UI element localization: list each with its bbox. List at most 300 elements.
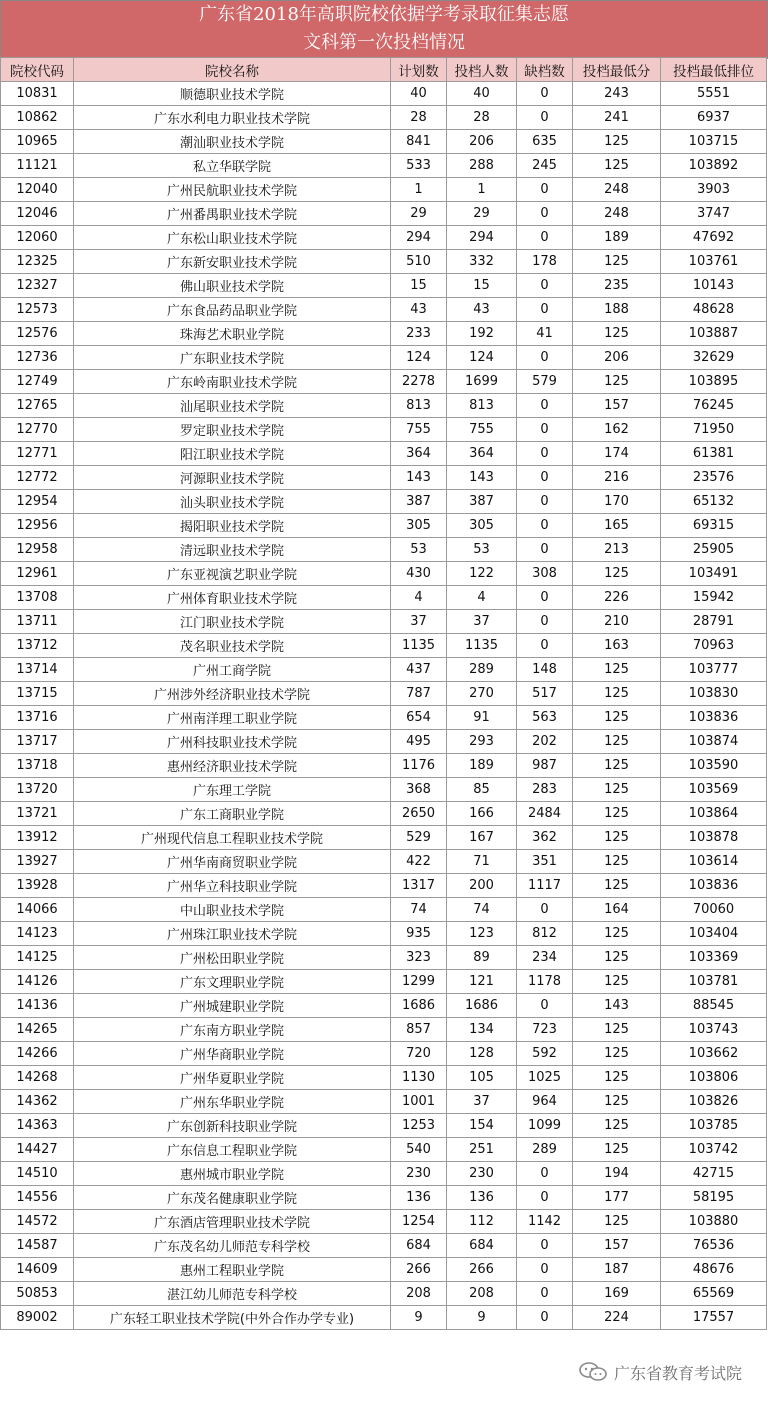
cell-filed: 154 bbox=[447, 1114, 517, 1138]
cell-min-score: 213 bbox=[573, 538, 661, 562]
cell-shortfall: 635 bbox=[517, 130, 573, 154]
cell-min-rank: 42715 bbox=[661, 1162, 767, 1186]
cell-min-score: 125 bbox=[573, 130, 661, 154]
cell-min-rank: 103761 bbox=[661, 250, 767, 274]
cell-filed: 755 bbox=[447, 418, 517, 442]
cell-shortfall: 1025 bbox=[517, 1066, 573, 1090]
cell-code: 50853 bbox=[1, 1282, 74, 1306]
cell-code: 13721 bbox=[1, 802, 74, 826]
cell-name: 湛江幼儿师范专科学校 bbox=[74, 1282, 391, 1306]
cell-shortfall: 234 bbox=[517, 946, 573, 970]
cell-min-score: 189 bbox=[573, 226, 661, 250]
cell-shortfall: 2484 bbox=[517, 802, 573, 826]
table-row bbox=[1, 394, 767, 418]
cell-plan: 720 bbox=[391, 1042, 447, 1066]
cell-min-rank: 103836 bbox=[661, 706, 767, 730]
cell-shortfall: 0 bbox=[517, 178, 573, 202]
cell-min-rank: 15942 bbox=[661, 586, 767, 610]
cell-code: 12749 bbox=[1, 370, 74, 394]
cell-plan: 29 bbox=[391, 202, 447, 226]
table-row bbox=[1, 442, 767, 466]
table-row bbox=[1, 1234, 767, 1258]
cell-filed: 37 bbox=[447, 1090, 517, 1114]
cell-min-rank: 103662 bbox=[661, 1042, 767, 1066]
cell-min-rank: 58195 bbox=[661, 1186, 767, 1210]
cell-plan: 1254 bbox=[391, 1210, 447, 1234]
cell-name: 河源职业技术学院 bbox=[74, 466, 391, 490]
cell-plan: 510 bbox=[391, 250, 447, 274]
cell-name: 广东新安职业技术学院 bbox=[74, 250, 391, 274]
cell-shortfall: 592 bbox=[517, 1042, 573, 1066]
cell-min-score: 125 bbox=[573, 562, 661, 586]
cell-plan: 935 bbox=[391, 922, 447, 946]
cell-code: 12325 bbox=[1, 250, 74, 274]
cell-shortfall: 0 bbox=[517, 994, 573, 1018]
cell-name: 广东文理职业学院 bbox=[74, 970, 391, 994]
cell-filed: 122 bbox=[447, 562, 517, 586]
cell-code: 12046 bbox=[1, 202, 74, 226]
cell-plan: 430 bbox=[391, 562, 447, 586]
table-row bbox=[1, 490, 767, 514]
cell-plan: 495 bbox=[391, 730, 447, 754]
cell-name: 广东理工学院 bbox=[74, 778, 391, 802]
cell-code: 14265 bbox=[1, 1018, 74, 1042]
cell-plan: 37 bbox=[391, 610, 447, 634]
cell-min-rank: 5551 bbox=[661, 82, 767, 106]
cell-filed: 71 bbox=[447, 850, 517, 874]
table-header-row bbox=[1, 58, 767, 82]
cell-plan: 136 bbox=[391, 1186, 447, 1210]
cell-plan: 813 bbox=[391, 394, 447, 418]
cell-min-score: 125 bbox=[573, 1018, 661, 1042]
cell-filed: 166 bbox=[447, 802, 517, 826]
cell-plan: 1 bbox=[391, 178, 447, 202]
cell-plan: 43 bbox=[391, 298, 447, 322]
table-row bbox=[1, 1282, 767, 1306]
cell-shortfall: 0 bbox=[517, 1306, 573, 1330]
table-row bbox=[1, 754, 767, 778]
table-row bbox=[1, 1186, 767, 1210]
cell-shortfall: 0 bbox=[517, 274, 573, 298]
cell-min-rank: 48628 bbox=[661, 298, 767, 322]
cell-min-score: 243 bbox=[573, 82, 661, 106]
cell-min-score: 125 bbox=[573, 754, 661, 778]
table-row bbox=[1, 586, 767, 610]
table-row bbox=[1, 1162, 767, 1186]
cell-code: 12573 bbox=[1, 298, 74, 322]
cell-name: 广东职业技术学院 bbox=[74, 346, 391, 370]
cell-min-score: 125 bbox=[573, 946, 661, 970]
cell-code: 12040 bbox=[1, 178, 74, 202]
cell-min-score: 125 bbox=[573, 970, 661, 994]
cell-code: 13928 bbox=[1, 874, 74, 898]
cell-filed: 289 bbox=[447, 658, 517, 682]
cell-min-score: 169 bbox=[573, 1282, 661, 1306]
cell-plan: 74 bbox=[391, 898, 447, 922]
cell-shortfall: 283 bbox=[517, 778, 573, 802]
cell-min-score: 125 bbox=[573, 370, 661, 394]
cell-code: 14363 bbox=[1, 1114, 74, 1138]
cell-filed: 121 bbox=[447, 970, 517, 994]
table-row bbox=[1, 202, 767, 226]
cell-shortfall: 0 bbox=[517, 346, 573, 370]
cell-min-rank: 71950 bbox=[661, 418, 767, 442]
cell-name: 清远职业技术学院 bbox=[74, 538, 391, 562]
cell-min-score: 194 bbox=[573, 1162, 661, 1186]
cell-shortfall: 1142 bbox=[517, 1210, 573, 1234]
cell-filed: 266 bbox=[447, 1258, 517, 1282]
cell-shortfall: 178 bbox=[517, 250, 573, 274]
cell-min-rank: 47692 bbox=[661, 226, 767, 250]
cell-code: 13717 bbox=[1, 730, 74, 754]
cell-code: 10831 bbox=[1, 82, 74, 106]
cell-plan: 540 bbox=[391, 1138, 447, 1162]
cell-min-rank: 103404 bbox=[661, 922, 767, 946]
cell-name: 汕尾职业技术学院 bbox=[74, 394, 391, 418]
cell-shortfall: 812 bbox=[517, 922, 573, 946]
cell-min-rank: 103830 bbox=[661, 682, 767, 706]
cell-code: 12765 bbox=[1, 394, 74, 418]
cell-code: 12772 bbox=[1, 466, 74, 490]
cell-name: 广东茂名幼儿师范专科学校 bbox=[74, 1234, 391, 1258]
cell-name: 广州华立科技职业学院 bbox=[74, 874, 391, 898]
cell-code: 12961 bbox=[1, 562, 74, 586]
cell-name: 广东亚视演艺职业学院 bbox=[74, 562, 391, 586]
cell-min-rank: 103743 bbox=[661, 1018, 767, 1042]
cell-code: 13718 bbox=[1, 754, 74, 778]
cell-min-score: 248 bbox=[573, 202, 661, 226]
cell-shortfall: 0 bbox=[517, 394, 573, 418]
cell-min-score: 162 bbox=[573, 418, 661, 442]
table-row bbox=[1, 298, 767, 322]
cell-shortfall: 0 bbox=[517, 202, 573, 226]
table-row bbox=[1, 466, 767, 490]
cell-min-score: 157 bbox=[573, 394, 661, 418]
cell-min-rank: 61381 bbox=[661, 442, 767, 466]
cell-min-score: 125 bbox=[573, 1114, 661, 1138]
cell-plan: 305 bbox=[391, 514, 447, 538]
cell-code: 12770 bbox=[1, 418, 74, 442]
table-row bbox=[1, 106, 767, 130]
cell-min-score: 157 bbox=[573, 1234, 661, 1258]
cell-name: 广州城建职业学院 bbox=[74, 994, 391, 1018]
cell-filed: 128 bbox=[447, 1042, 517, 1066]
cell-code: 12576 bbox=[1, 322, 74, 346]
table-row bbox=[1, 946, 767, 970]
table-row bbox=[1, 1210, 767, 1234]
cell-min-score: 125 bbox=[573, 730, 661, 754]
table-row bbox=[1, 898, 767, 922]
cell-filed: 294 bbox=[447, 226, 517, 250]
cell-filed: 91 bbox=[447, 706, 517, 730]
cell-min-rank: 103369 bbox=[661, 946, 767, 970]
cell-filed: 123 bbox=[447, 922, 517, 946]
cell-shortfall: 1178 bbox=[517, 970, 573, 994]
cell-filed: 364 bbox=[447, 442, 517, 466]
cell-name: 广州现代信息工程职业技术学院 bbox=[74, 826, 391, 850]
cell-code: 12060 bbox=[1, 226, 74, 250]
cell-name: 惠州城市职业学院 bbox=[74, 1162, 391, 1186]
cell-min-rank: 10143 bbox=[661, 274, 767, 298]
cell-filed: 40 bbox=[447, 82, 517, 106]
cell-plan: 1001 bbox=[391, 1090, 447, 1114]
cell-name: 广州华南商贸职业学院 bbox=[74, 850, 391, 874]
cell-plan: 2650 bbox=[391, 802, 447, 826]
cell-code: 14268 bbox=[1, 1066, 74, 1090]
cell-plan: 40 bbox=[391, 82, 447, 106]
cell-name: 广州华商职业学院 bbox=[74, 1042, 391, 1066]
cell-plan: 1299 bbox=[391, 970, 447, 994]
cell-name: 惠州工程职业学院 bbox=[74, 1258, 391, 1282]
cell-shortfall: 0 bbox=[517, 610, 573, 634]
cell-code: 12736 bbox=[1, 346, 74, 370]
watermark-text: 广东省教育考试院 bbox=[613, 1363, 742, 1383]
cell-min-rank: 76245 bbox=[661, 394, 767, 418]
cell-code: 13708 bbox=[1, 586, 74, 610]
cell-shortfall: 0 bbox=[517, 298, 573, 322]
cell-min-rank: 28791 bbox=[661, 610, 767, 634]
table-row bbox=[1, 994, 767, 1018]
cell-filed: 167 bbox=[447, 826, 517, 850]
cell-name: 广州体育职业技术学院 bbox=[74, 586, 391, 610]
table-row bbox=[1, 922, 767, 946]
cell-name: 广州番禺职业技术学院 bbox=[74, 202, 391, 226]
watermark bbox=[578, 1360, 742, 1384]
cell-min-rank: 103892 bbox=[661, 154, 767, 178]
cell-code: 13927 bbox=[1, 850, 74, 874]
cell-name: 广州华夏职业学院 bbox=[74, 1066, 391, 1090]
cell-plan: 422 bbox=[391, 850, 447, 874]
cell-code: 10862 bbox=[1, 106, 74, 130]
cell-min-rank: 23576 bbox=[661, 466, 767, 490]
cell-plan: 1176 bbox=[391, 754, 447, 778]
cell-code: 12771 bbox=[1, 442, 74, 466]
cell-min-score: 125 bbox=[573, 826, 661, 850]
cell-min-rank: 103742 bbox=[661, 1138, 767, 1162]
cell-filed: 270 bbox=[447, 682, 517, 706]
table-row bbox=[1, 850, 767, 874]
cell-shortfall: 202 bbox=[517, 730, 573, 754]
cell-code: 12958 bbox=[1, 538, 74, 562]
wechat-icon bbox=[578, 1361, 608, 1383]
cell-shortfall: 0 bbox=[517, 586, 573, 610]
cell-min-score: 163 bbox=[573, 634, 661, 658]
cell-plan: 654 bbox=[391, 706, 447, 730]
cell-min-score: 125 bbox=[573, 658, 661, 682]
cell-min-score: 224 bbox=[573, 1306, 661, 1330]
cell-min-score: 125 bbox=[573, 1042, 661, 1066]
cell-min-rank: 65132 bbox=[661, 490, 767, 514]
cell-min-score: 125 bbox=[573, 922, 661, 946]
cell-code: 14136 bbox=[1, 994, 74, 1018]
cell-min-rank: 103874 bbox=[661, 730, 767, 754]
cell-plan: 529 bbox=[391, 826, 447, 850]
cell-plan: 208 bbox=[391, 1282, 447, 1306]
cell-min-score: 210 bbox=[573, 610, 661, 634]
cell-filed: 1699 bbox=[447, 370, 517, 394]
table-row bbox=[1, 274, 767, 298]
table-row bbox=[1, 970, 767, 994]
cell-name: 广州松田职业学院 bbox=[74, 946, 391, 970]
cell-name: 广州南洋理工职业学院 bbox=[74, 706, 391, 730]
title-line-2: 文科第一次投档情况 bbox=[303, 32, 465, 53]
cell-name: 广东工商职业学院 bbox=[74, 802, 391, 826]
table-row bbox=[1, 658, 767, 682]
cell-shortfall: 1117 bbox=[517, 874, 573, 898]
cell-code: 13715 bbox=[1, 682, 74, 706]
table-row bbox=[1, 1138, 767, 1162]
cell-code: 14572 bbox=[1, 1210, 74, 1234]
cell-min-rank: 103836 bbox=[661, 874, 767, 898]
cell-name: 佛山职业技术学院 bbox=[74, 274, 391, 298]
cell-filed: 134 bbox=[447, 1018, 517, 1042]
cell-shortfall: 245 bbox=[517, 154, 573, 178]
cell-min-score: 125 bbox=[573, 1138, 661, 1162]
table-row bbox=[1, 154, 767, 178]
cell-min-rank: 6937 bbox=[661, 106, 767, 130]
cell-plan: 1686 bbox=[391, 994, 447, 1018]
cell-plan: 364 bbox=[391, 442, 447, 466]
cell-shortfall: 41 bbox=[517, 322, 573, 346]
header-name: 院校名称 bbox=[74, 58, 391, 82]
cell-name: 广东茂名健康职业学院 bbox=[74, 1186, 391, 1210]
cell-shortfall: 0 bbox=[517, 514, 573, 538]
cell-shortfall: 1099 bbox=[517, 1114, 573, 1138]
cell-min-score: 188 bbox=[573, 298, 661, 322]
cell-plan: 684 bbox=[391, 1234, 447, 1258]
cell-filed: 105 bbox=[447, 1066, 517, 1090]
cell-plan: 4 bbox=[391, 586, 447, 610]
cell-shortfall: 0 bbox=[517, 538, 573, 562]
cell-min-score: 170 bbox=[573, 490, 661, 514]
table-body bbox=[1, 82, 767, 1330]
cell-min-rank: 103715 bbox=[661, 130, 767, 154]
cell-name: 广州工商学院 bbox=[74, 658, 391, 682]
cell-min-rank: 103777 bbox=[661, 658, 767, 682]
cell-filed: 206 bbox=[447, 130, 517, 154]
cell-min-score: 216 bbox=[573, 466, 661, 490]
cell-plan: 857 bbox=[391, 1018, 447, 1042]
cell-filed: 684 bbox=[447, 1234, 517, 1258]
cell-filed: 85 bbox=[447, 778, 517, 802]
cell-min-score: 177 bbox=[573, 1186, 661, 1210]
cell-name: 广东信息工程职业学院 bbox=[74, 1138, 391, 1162]
cell-plan: 533 bbox=[391, 154, 447, 178]
cell-name: 广东松山职业技术学院 bbox=[74, 226, 391, 250]
cell-name: 揭阳职业技术学院 bbox=[74, 514, 391, 538]
cell-min-score: 165 bbox=[573, 514, 661, 538]
cell-min-rank: 103880 bbox=[661, 1210, 767, 1234]
cell-min-rank: 70060 bbox=[661, 898, 767, 922]
cell-filed: 143 bbox=[447, 466, 517, 490]
cell-min-score: 125 bbox=[573, 1066, 661, 1090]
cell-min-rank: 17557 bbox=[661, 1306, 767, 1330]
cell-min-rank: 25905 bbox=[661, 538, 767, 562]
table-row bbox=[1, 778, 767, 802]
table-row bbox=[1, 730, 767, 754]
cell-shortfall: 0 bbox=[517, 418, 573, 442]
cell-plan: 53 bbox=[391, 538, 447, 562]
cell-min-score: 174 bbox=[573, 442, 661, 466]
cell-plan: 387 bbox=[391, 490, 447, 514]
cell-min-score: 235 bbox=[573, 274, 661, 298]
table-row bbox=[1, 1042, 767, 1066]
cell-name: 广州科技职业技术学院 bbox=[74, 730, 391, 754]
cell-name: 珠海艺术职业学院 bbox=[74, 322, 391, 346]
cell-plan: 787 bbox=[391, 682, 447, 706]
cell-name: 惠州经济职业技术学院 bbox=[74, 754, 391, 778]
cell-plan: 28 bbox=[391, 106, 447, 130]
cell-filed: 74 bbox=[447, 898, 517, 922]
cell-name: 广东水利电力职业技术学院 bbox=[74, 106, 391, 130]
cell-filed: 200 bbox=[447, 874, 517, 898]
cell-min-score: 187 bbox=[573, 1258, 661, 1282]
cell-plan: 323 bbox=[391, 946, 447, 970]
cell-filed: 813 bbox=[447, 394, 517, 418]
cell-name: 茂名职业技术学院 bbox=[74, 634, 391, 658]
table-row bbox=[1, 346, 767, 370]
cell-plan: 437 bbox=[391, 658, 447, 682]
cell-min-rank: 65569 bbox=[661, 1282, 767, 1306]
cell-min-rank: 103895 bbox=[661, 370, 767, 394]
cell-min-score: 248 bbox=[573, 178, 661, 202]
cell-plan: 1253 bbox=[391, 1114, 447, 1138]
cell-min-score: 125 bbox=[573, 250, 661, 274]
cell-min-rank: 103590 bbox=[661, 754, 767, 778]
cell-name: 广东南方职业学院 bbox=[74, 1018, 391, 1042]
cell-filed: 4 bbox=[447, 586, 517, 610]
cell-code: 10965 bbox=[1, 130, 74, 154]
cell-min-rank: 48676 bbox=[661, 1258, 767, 1282]
header-code: 院校代码 bbox=[1, 58, 74, 82]
cell-min-score: 125 bbox=[573, 682, 661, 706]
cell-code: 14123 bbox=[1, 922, 74, 946]
header-shortfall: 缺档数 bbox=[517, 58, 573, 82]
cell-code: 13720 bbox=[1, 778, 74, 802]
cell-code: 14587 bbox=[1, 1234, 74, 1258]
cell-min-rank: 32629 bbox=[661, 346, 767, 370]
cell-min-score: 241 bbox=[573, 106, 661, 130]
table-row bbox=[1, 130, 767, 154]
cell-shortfall: 0 bbox=[517, 466, 573, 490]
cell-shortfall: 308 bbox=[517, 562, 573, 586]
header-plan: 计划数 bbox=[391, 58, 447, 82]
cell-filed: 208 bbox=[447, 1282, 517, 1306]
cell-plan: 9 bbox=[391, 1306, 447, 1330]
cell-plan: 368 bbox=[391, 778, 447, 802]
cell-filed: 1 bbox=[447, 178, 517, 202]
cell-code: 14125 bbox=[1, 946, 74, 970]
cell-name: 罗定职业技术学院 bbox=[74, 418, 391, 442]
cell-shortfall: 0 bbox=[517, 226, 573, 250]
cell-filed: 15 bbox=[447, 274, 517, 298]
cell-shortfall: 289 bbox=[517, 1138, 573, 1162]
cell-plan: 2278 bbox=[391, 370, 447, 394]
cell-plan: 755 bbox=[391, 418, 447, 442]
cell-filed: 332 bbox=[447, 250, 517, 274]
cell-min-rank: 69315 bbox=[661, 514, 767, 538]
cell-min-score: 125 bbox=[573, 706, 661, 730]
cell-plan: 294 bbox=[391, 226, 447, 250]
cell-min-score: 125 bbox=[573, 1210, 661, 1234]
cell-code: 14556 bbox=[1, 1186, 74, 1210]
cell-name: 广东岭南职业技术学院 bbox=[74, 370, 391, 394]
cell-plan: 143 bbox=[391, 466, 447, 490]
header-filed: 投档人数 bbox=[447, 58, 517, 82]
cell-min-score: 226 bbox=[573, 586, 661, 610]
cell-filed: 1686 bbox=[447, 994, 517, 1018]
cell-code: 11121 bbox=[1, 154, 74, 178]
